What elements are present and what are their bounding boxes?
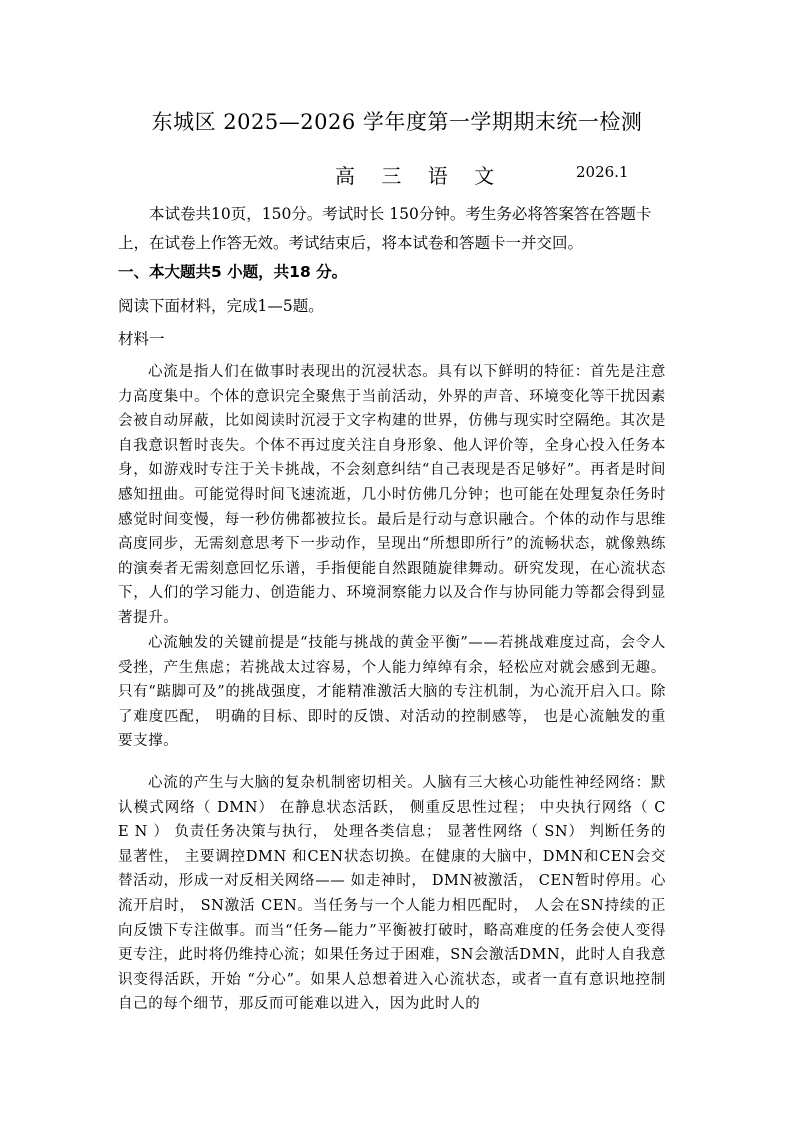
exam-date: 2026.1 <box>576 163 629 181</box>
exam-subject: 高 三 语 文 <box>335 164 505 188</box>
material-label: 材料一 <box>118 330 165 348</box>
material-paragraph: 心流触发的关键前提是“技能与挑战的黄金平衡”——若挑战难度过高，会令人受挫，产生焦虑；若挑战太过容易，个人能力绰绰有余，轻松应对就会感到无趣。只有“踮脚可及”的挑战强度，才能精准激活大脑的专注机制，为心流开启入口。除了难度匹配， 明确的目标、即时的反馈、对活动的控制感等， 也是心流触发的重要支撑。 <box>118 635 666 750</box>
section-heading: 一、本大题共5 小题，共18 分。 <box>118 263 348 281</box>
material-paragraph: 心流的产生与大脑的复杂机制密切相关。人脑有三大核心功能性神经网络：默认模式网络（ DMN） 在静息状态活跃， 侧重反思性过程； 中央执行网络（ C E N ） 负责任务决策与执行， 处理各类信息； 显著性网络（ SN） 判断任务的显著性， 主要调控DMN 和CEN状态切换。在健康的大脑中，DMN和CEN会交替活动，形成一对反相关网络—— 如走神时， DMN被激活， CEN暂时停用。心流开启时， SN激活 CEN。当任务与一个人能力相匹配时， 人会在SN持续的正向反馈下专注做事。而当“任务—能力”平衡被打破时，略高难度的任务会使人变得更专注，此时将仍维持心流；如果任务过于困难，SN会激活DMN，此时人自我意识变得活跃，开始 “分心”。如果人总想着进入心流状态，或者一直有意识地控制自己的每个细节，那反而可能难以进入，因为此时人的 <box>118 775 666 1013</box>
exam-notice: 本试卷共10页，150分。考试时长 150分钟。考生务必将答案答在答题卡上，在试卷上作答无效。考试结束后，将本试卷和答题卡一并交回。 <box>118 205 652 252</box>
exam-title: 东城区 2025—2026 学年度第一学期期末统一检测 <box>151 110 643 134</box>
reading-instruction: 阅读下面材料，完成1—5题。 <box>118 297 324 315</box>
material-paragraph: 心流是指人们在做事时表现出的沉浸状态。具有以下鲜明的特征：首先是注意力高度集中。个体的意识完全聚焦于当前活动，外界的声音、环境变化等干扰因素会被自动屏蔽，比如阅读时沉浸于文字构建的世界，仿佛与现实时空隔绝。其次是自我意识暂时丧失。个体不再过度关注自身形象、他人评价等，全身心投入任务本身，如游戏时专注于关卡挑战，不会刻意纠结“自己表现是否足够好”。再者是时间感知扭曲。可能觉得时间飞速流逝，几小时仿佛几分钟；也可能在处理复杂任务时感觉时间变慢，每一秒仿佛都被拉长。最后是行动与意识融合。个体的动作与思维高度同步，无需刻意思考下一步动作，呈现出“所想即所行”的流畅状态，就像熟练的演奏者无需刻意回忆乐谱，手指便能自然跟随旋律舞动。研究发现，在心流状态下，人们的学习能力、创造能力、环境洞察能力以及合作与协同能力等都会得到显著提升。 <box>118 364 666 626</box>
